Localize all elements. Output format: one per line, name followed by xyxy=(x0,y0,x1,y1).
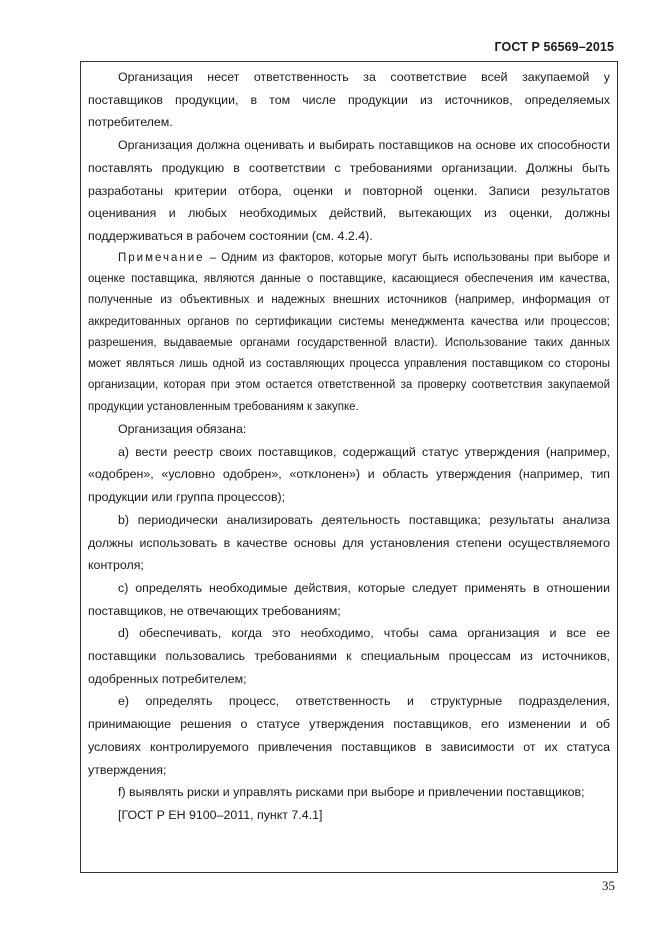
note-text: – Одним из факторов, которые могут быть использованы при выборе и оценке поставщика, являются данные о поставщике, касающиеся обеспечения им качества, полученные из объективных и надежных внешних источников (например, информация от аккредитованных органов по сертификации системы менеджмента качества или процессов; разрешения, выдаваемые органами государственной власти). Использование таких данных может являться лишь одной из составляющих процесса управления поставщиком со стороны организации, которая при этом остается ответственной за проверку соответствия закупаемой продукции установленным требованиям к закупке. xyxy=(88,251,610,413)
content-frame xyxy=(80,61,618,873)
list-item-b: b) периодически анализировать деятельность поставщика; результаты анализа должны использовать в качестве основы для установления степени осуществляемого контроля; xyxy=(88,512,610,573)
document-standard-id: ГОСТ Р 56569–2015 xyxy=(494,40,614,54)
list-item-d: d) обеспечивать, когда это необходимо, чтобы сама организация и все ее поставщики пользовались требованиями к специальным процессам из источников, одобренных потребителем; xyxy=(88,626,610,686)
reference-citation: [ГОСТ Р ЕН 9100–2011, пункт 7.4.1] xyxy=(118,807,323,822)
list-item-f: f) выявлять риски и управлять рисками при выборе и привлечении поставщиков; xyxy=(118,785,585,800)
paragraph-obligations-intro: Организация обязана: xyxy=(118,422,247,436)
note-label: Примечание xyxy=(118,251,205,264)
list-item-a: а) вести реестр своих поставщиков, содержащий статус утверждения (например, «одобрен», «условно одобрен», «отклонен») и область утверждения (например, тип продукции или группа процессов); xyxy=(88,444,610,505)
paragraph-responsibility: Организация несет ответственность за соответствие всей закупаемой у поставщиков продукции, в том числе продукции из источников, определяемых потребителем. xyxy=(88,70,610,130)
list-item-c: c) определять необходимые действия, которые следует применять в отношении поставщиков, не отвечающих требованиям; xyxy=(88,580,610,618)
page-number: 35 xyxy=(602,878,615,893)
paragraph-supplier-evaluation: Организация должна оценивать и выбирать поставщиков на основе их способности поставлять продукцию в соответствии с требованиями организации. Должны быть разработаны критерии отбора, оценки и повторной оценки. Записи результатов оценивания и любых необходимых действий, вытекающих из оценки, должны поддерживаться в рабочем состоянии (см. 4.2.4). xyxy=(88,138,610,243)
list-item-e: e) определять процесс, ответственность и структурные подразделения, принимающие решения о статусе утверждения поставщиков, его изменении и об условиях контролируемого привлечения поставщиков в зависимости от их статуса утверждения; xyxy=(88,694,610,777)
note-paragraph xyxy=(88,248,610,418)
